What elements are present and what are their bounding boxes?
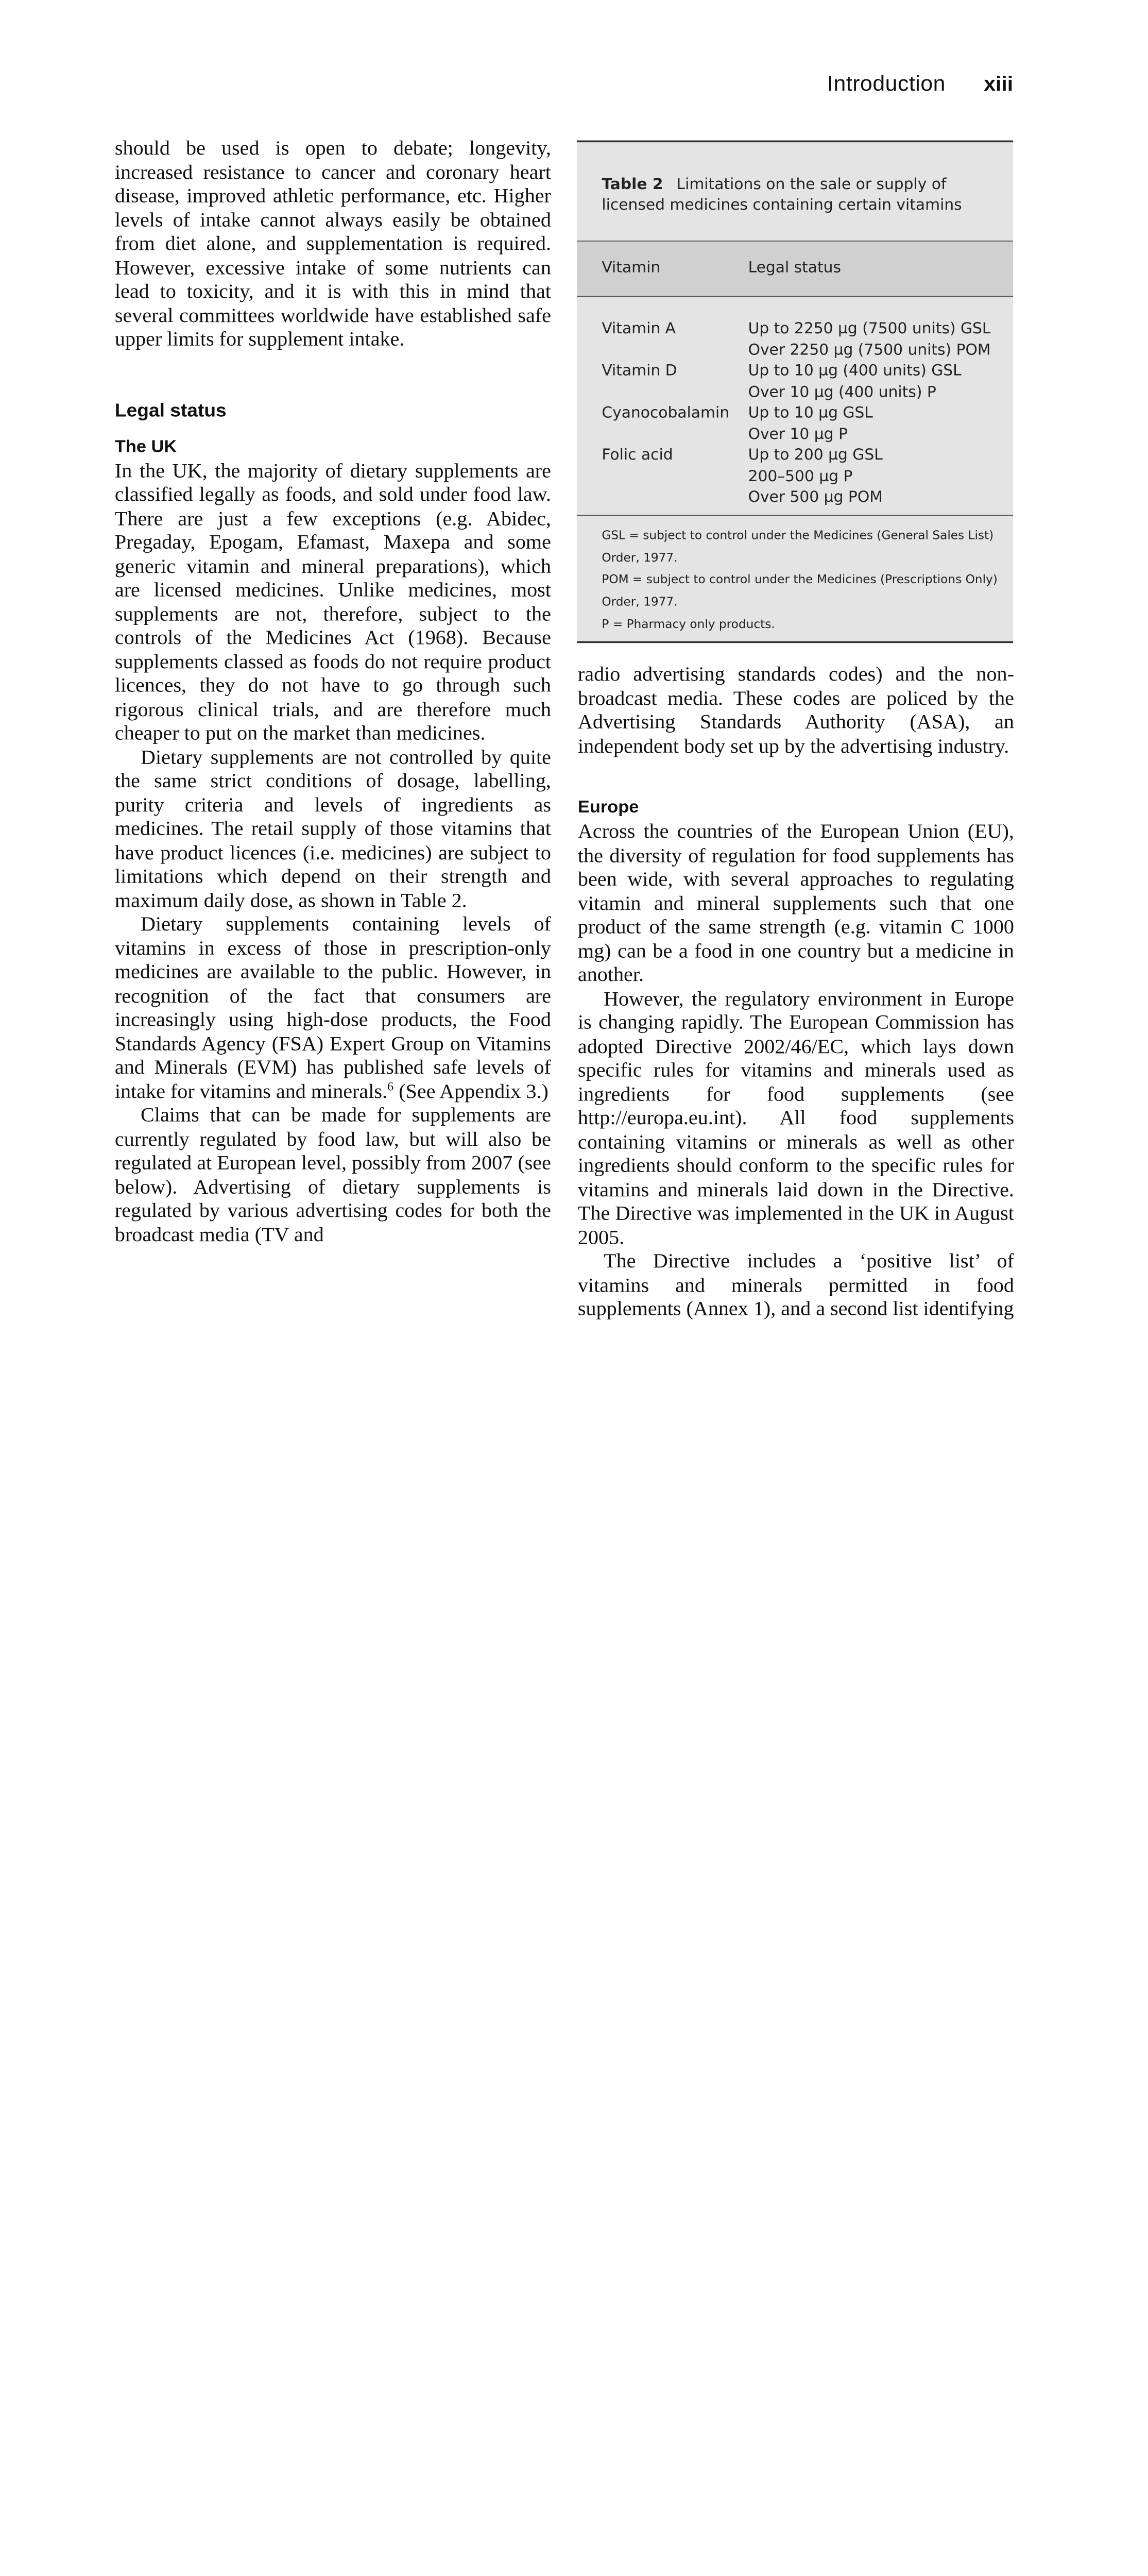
europe-paragraph-3: The Directive includes a ‘positive list’ of vitamins and minerals permitted in food supplements (Annex 1), and a second list identifying: [577, 1249, 1014, 1320]
table-body: [577, 318, 1013, 508]
table-row: [577, 487, 1013, 508]
table-cell-vitamin: Vitamin A: [602, 319, 676, 337]
section-heading-legal-status: Legal status: [114, 400, 227, 421]
uk-paragraph-4: Claims that can be made for supplements are currently regulated by food law, but will also be regulated at European level, possibly from 2007 (see below). Advertising of dietary supplements is regulated by various advertising codes for both the broadcast media (TV and: [114, 1104, 551, 1246]
running-title: Introduction: [827, 71, 946, 96]
table-cell-status: Up to 200 µg GSL: [748, 445, 883, 464]
reference-superscript: 6: [387, 1078, 394, 1093]
table-header-vitamin: Vitamin: [602, 258, 661, 276]
table-cell-vitamin: [577, 487, 748, 508]
uk-paragraph-3-main: Dietary supplements containing levels of vitamins in excess of those in prescription-only medicines are available to the public. However, in recognition of the fact that consumers are increasingly using high-dose products, the Food Standards Agency (FSA) Expert Group on Vitamins and Minerals (EVM) has published safe levels of intake for vitamins and minerals.: [114, 912, 551, 1103]
table-cell-status: Up to 10 µg GSL: [748, 403, 873, 421]
subheading-europe: Europe: [577, 796, 639, 817]
table-cell-vitamin: [577, 423, 748, 445]
table-row: [577, 423, 1013, 445]
intro-paragraph: should be used is open to debate; longevity, increased resistance to cancer and coronary heart disease, improved athletic performance, etc. Higher levels of intake cannot always easily be obtained from diet alone, and supplementation is required. However, excessive intake of some nutrients can lead to toxicity, and it is with this in mind that several committees worldwide have established safe upper limits for supplement intake.: [114, 137, 551, 350]
subheading-the-uk: The UK: [114, 435, 177, 455]
table-row: [577, 466, 1013, 487]
table-cell-vitamin: Folic acid: [602, 445, 673, 464]
table-row: [577, 360, 1013, 381]
uk-paragraph-1: In the UK, the majority of dietary supplements are classified legally as foods, and sold under food law. There are just a few exceptions (e.g. Abidec, Pregaday, Epogam, Efamast, Maxepa and some generic vitamin and mineral preparations), which are licensed medicines. Unlike medicines, most supplements are not, therefore, subject to the controls of the Medicines Act (1968). Because supplements classed as foods do not require product licences, they do not have to go through such rigorous clinical trials, and are therefore much cheaper to put on the market than medicines.: [114, 459, 551, 744]
table-row: [577, 318, 1013, 340]
table-header-row: [577, 241, 1013, 297]
right-column: [578, 663, 1014, 1321]
europe-paragraph-1: Across the countries of the European Union (EU), the diversity of regulation for food supplements has been wide, with several approaches to regulating vitamin and mineral supplements such that one product of the same strength (e.g. vitamin C 1000 mg) can be a food in one country but a medicine in another.: [577, 820, 1014, 986]
table-cell-vitamin: Vitamin D: [602, 361, 677, 379]
table-cell-status: Over 2250 µg (7500 units) POM: [748, 340, 991, 358]
table-2: [577, 141, 1013, 643]
table-cell-status: 200–500 µg P: [748, 466, 853, 485]
footnote-gsl: GSL = subject to control under the Medicines (General Sales List) Order, 1977.: [602, 528, 994, 565]
table-cell-vitamin: [577, 340, 748, 361]
table-row: [577, 340, 1013, 361]
left-column: [115, 137, 551, 1247]
table-cell-status: Over 10 µg (400 units) P: [748, 382, 936, 400]
footnote-pom: POM = subject to control under the Medicines (Prescriptions Only) Order, 1977.: [602, 572, 998, 609]
europe-paragraph-2: However, the regulatory environment in Europe is changing rapidly. The European Commission has adopted Directive 2002/46/EC, which lays down specific rules for vitamins and minerals used as ingredients for food supplements (see http://europa.eu.int). All food supplements containing vitamins or minerals as well as other ingredients should conform to the specific rules for vitamins and minerals laid down in the Directive. The Directive was implemented in the UK in August 2005.: [577, 987, 1014, 1248]
table-row: [577, 402, 1013, 423]
table-row: [577, 445, 1013, 466]
table-cell-status: Up to 10 µg (400 units) GSL: [748, 361, 962, 379]
table-caption-text: Limitations on the sale or supply of licensed medicines containing certain vitamins: [602, 175, 962, 214]
table-caption: [602, 174, 1003, 215]
table-footnotes: [577, 515, 1013, 635]
table-header-legal-status: Legal status: [748, 258, 842, 276]
uk-paragraph-2: Dietary supplements are not controlled by quite the same strict conditions of dosage, labelling, purity criteria and levels of ingredients as medicines. The retail supply of those vitamins that have product licences (i.e. medicines) are subject to limitations which depend on their strength and maximum daily dose, as shown in Table 2.: [114, 745, 551, 911]
table-cell-vitamin: [577, 381, 748, 402]
running-head: [827, 71, 1013, 96]
table-row: [577, 381, 1013, 402]
table-cell-status: Over 500 µg POM: [748, 487, 883, 506]
continuation-paragraph: radio advertising standards codes) and the non-broadcast media. These codes are policed by the Advertising Standards Authority (ASA), an independent body set up by the advertising industry.: [577, 663, 1014, 757]
table-cell-vitamin: Cyanocobalamin: [602, 403, 730, 421]
table-cell-status: Over 10 µg P: [748, 424, 848, 443]
footnote-p: P = Pharmacy only products.: [602, 616, 775, 631]
uk-paragraph-3: [115, 912, 551, 1104]
page-number: xiii: [984, 72, 1014, 96]
table-label: Table 2: [602, 175, 663, 193]
table-cell-vitamin: [577, 466, 748, 487]
table-cell-status: Up to 2250 µg (7500 units) GSL: [748, 319, 991, 337]
uk-paragraph-3-tail: (See Appendix 3.): [393, 1079, 549, 1103]
